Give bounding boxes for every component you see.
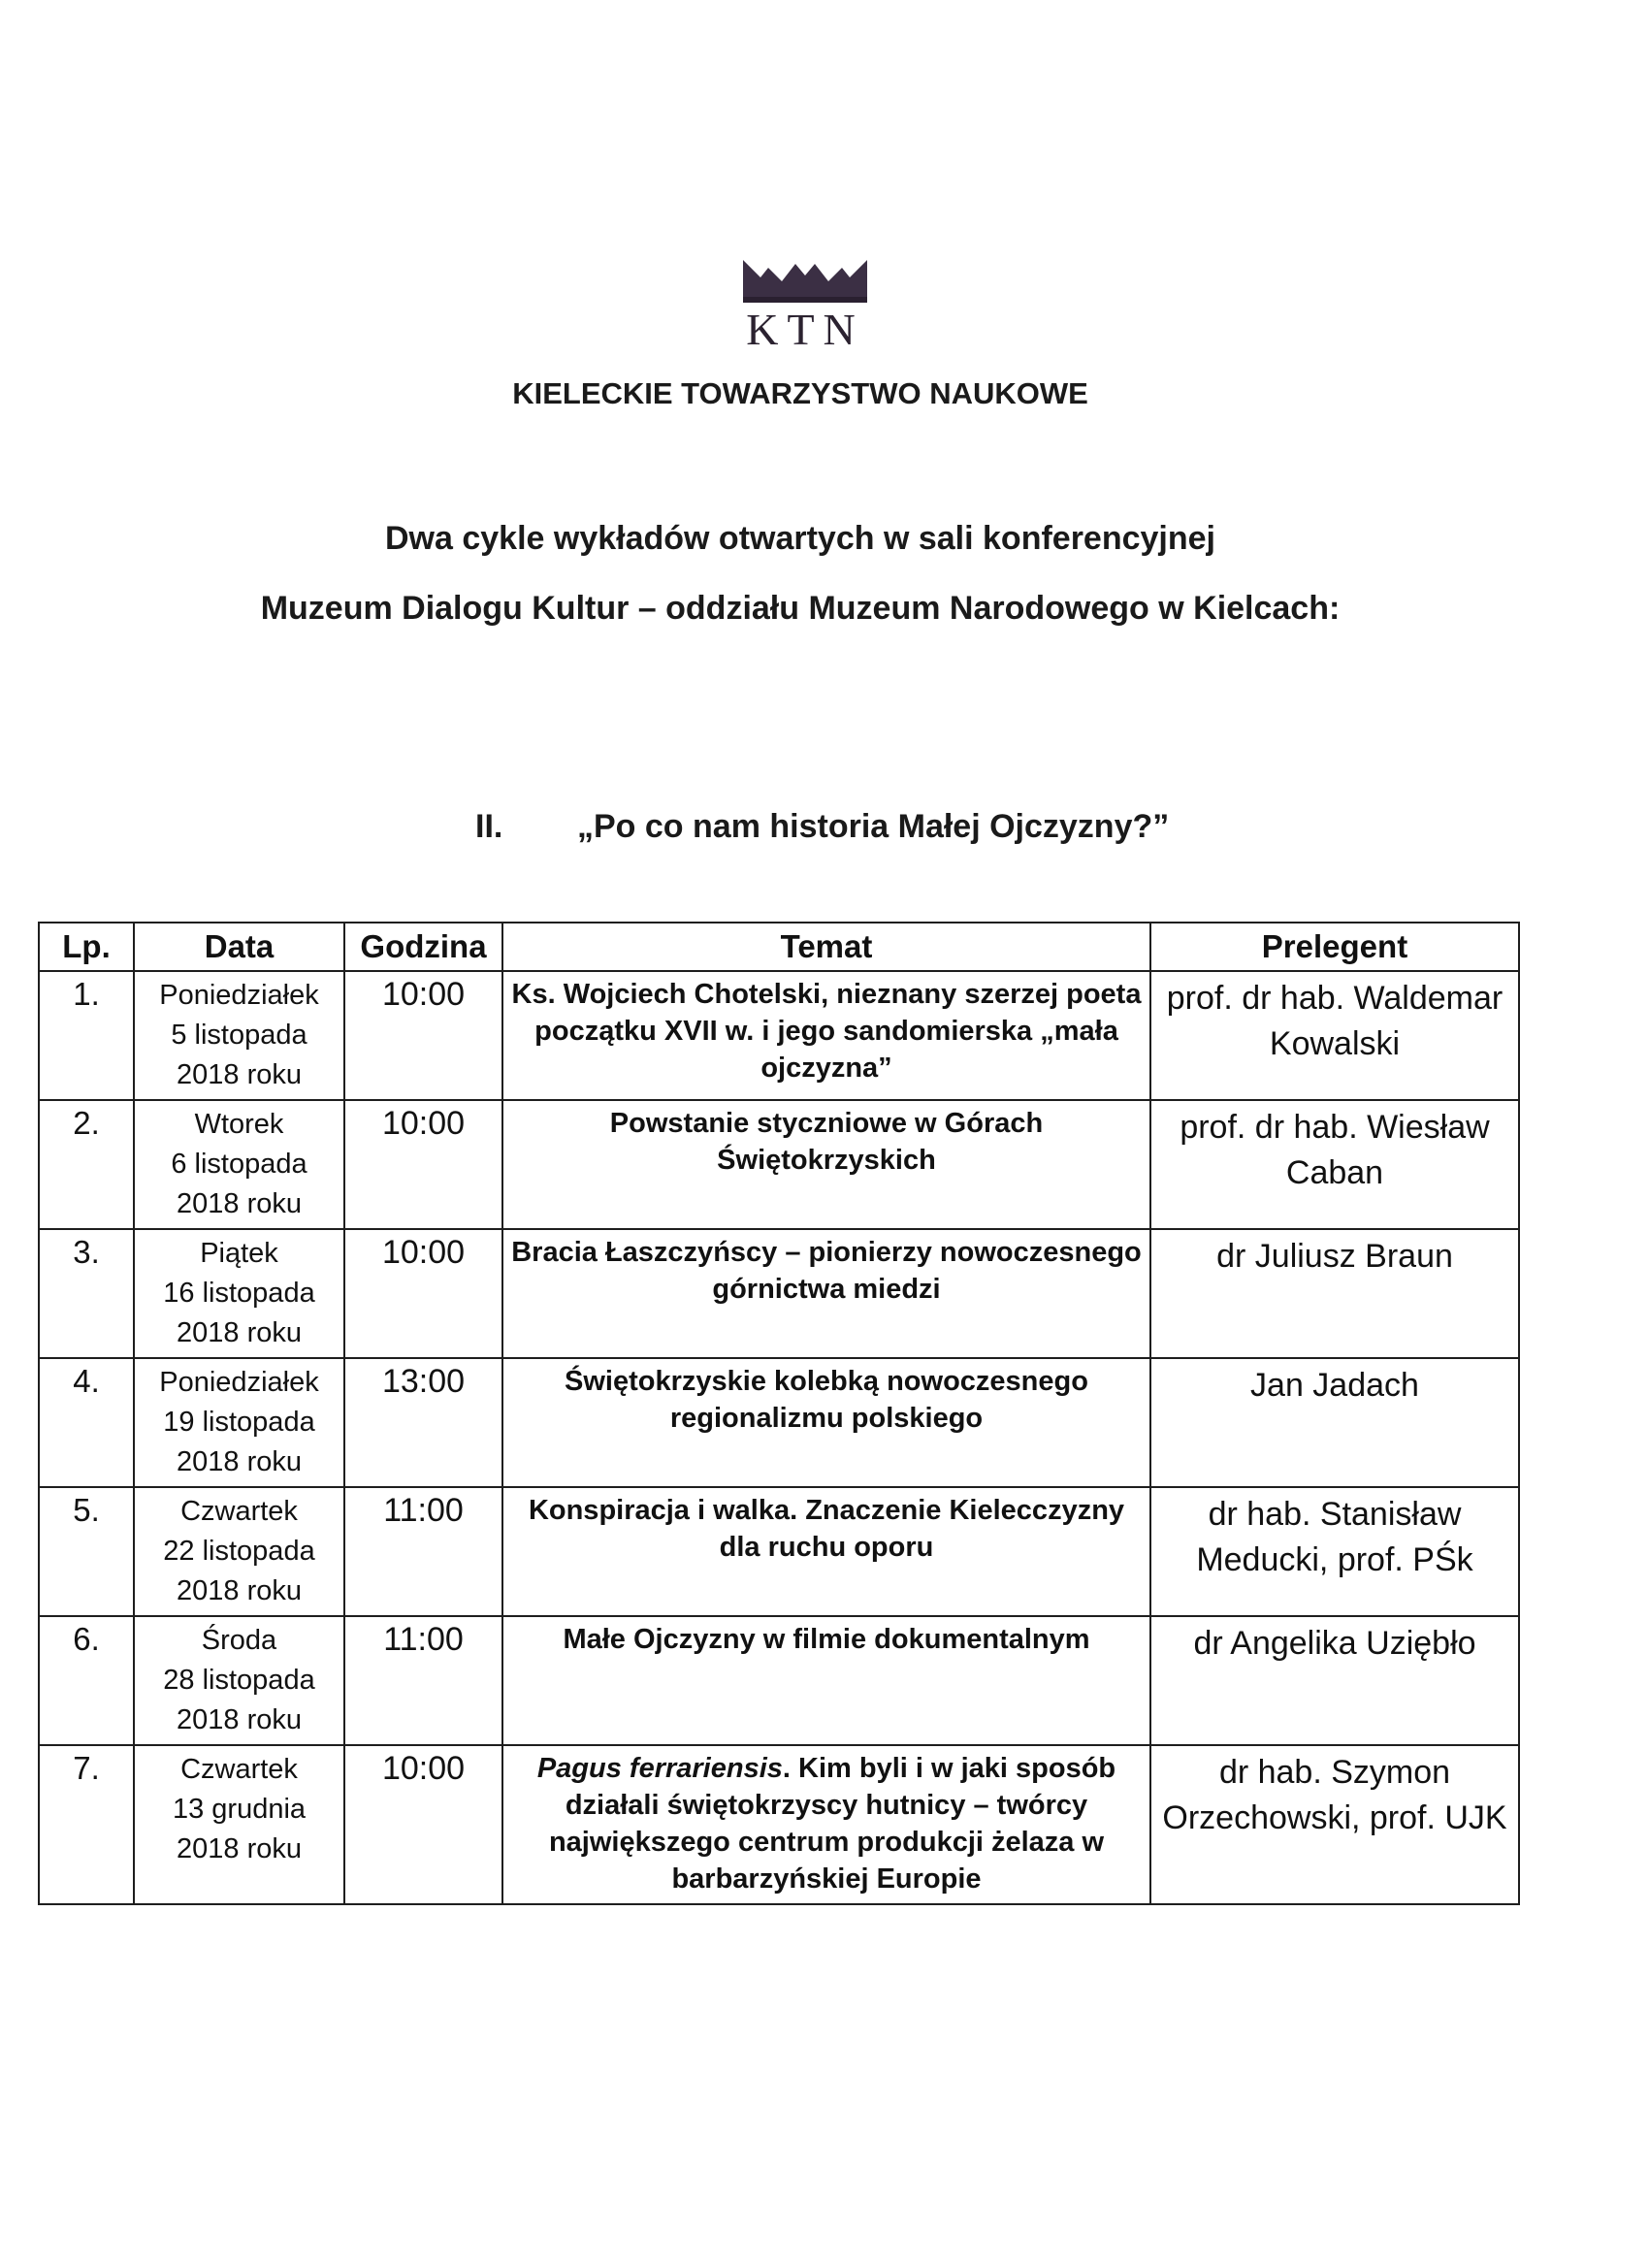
row-time: 10:00 <box>344 1229 502 1358</box>
row-number: 7. <box>39 1745 134 1904</box>
row-topic: Bracia Łaszczyńscy – pionierzy nowoczesnego górnictwa miedzi <box>502 1229 1150 1358</box>
lecture-schedule-table <box>38 922 1520 1905</box>
topic-italic-part: Pagus ferrariensis <box>536 1753 783 1784</box>
weekday: Czwartek <box>180 1754 298 1785</box>
day: 28 listopada <box>163 1665 315 1696</box>
header-topic: Temat <box>502 923 1150 971</box>
cycle-title <box>475 808 1169 846</box>
table-row <box>39 1745 1519 1904</box>
table-row <box>39 1229 1519 1358</box>
year: 2018 roku <box>177 1833 302 1864</box>
header-date: Data <box>134 923 344 971</box>
header-time: Godzina <box>344 923 502 971</box>
table-row <box>39 1616 1519 1745</box>
row-date <box>134 1616 344 1745</box>
row-topic: Ks. Wojciech Chotelski, nieznany szerzej poeta początku XVII w. i jego sandomierska „mała ojczyzna” <box>502 971 1150 1100</box>
day: 6 listopada <box>171 1149 307 1180</box>
weekday: Wtorek <box>194 1109 284 1140</box>
row-time: 10:00 <box>344 1745 502 1904</box>
row-time: 11:00 <box>344 1616 502 1745</box>
row-time: 13:00 <box>344 1358 502 1487</box>
cycle-name: „Po co nam historia Małej Ojczyzny?” <box>577 808 1170 845</box>
organization-name: KIELECKIE TOWARZYSTWO NAUKOWE <box>512 376 1088 410</box>
row-date <box>134 1229 344 1358</box>
table-row <box>39 1358 1519 1487</box>
row-time: 10:00 <box>344 971 502 1100</box>
logo-text: KTN <box>746 305 864 354</box>
row-speaker: dr hab. Stanisław Meducki, prof. PŚk <box>1150 1487 1519 1616</box>
row-date <box>134 1487 344 1616</box>
cycle-number: II. <box>475 808 503 845</box>
heading-line-2: Muzeum Dialogu Kultur – oddziału Muzeum Narodowego w Kielcach: <box>260 590 1341 627</box>
table-row <box>39 971 1519 1100</box>
table-header-row <box>39 923 1519 971</box>
row-topic: Małe Ojczyzny w filmie dokumentalnym <box>502 1616 1150 1745</box>
table-row <box>39 1487 1519 1616</box>
row-speaker: dr Angelika Uziębło <box>1150 1616 1519 1745</box>
year: 2018 roku <box>177 1704 302 1735</box>
table-row <box>39 1100 1519 1229</box>
row-time: 11:00 <box>344 1487 502 1616</box>
day: 16 listopada <box>163 1278 315 1309</box>
crown-icon <box>739 254 871 307</box>
heading-line-1: Dwa cykle wykładów otwartych w sali konferencyjnej <box>385 520 1215 557</box>
year: 2018 roku <box>177 1317 302 1348</box>
day: 5 listopada <box>171 1020 307 1051</box>
row-speaker: Jan Jadach <box>1150 1358 1519 1487</box>
row-topic: Konspiracja i walka. Znaczenie Kielecczyzny dla ruchu oporu <box>502 1487 1150 1616</box>
row-date <box>134 1358 344 1487</box>
year: 2018 roku <box>177 1059 302 1090</box>
topic-rest: . Kim byli i w jaki sposób działali świętokrzyscy hutnicy – twórcy największego centrum produkcji żelaza w barbarzyńskiej Europie <box>548 1753 1116 1895</box>
row-number: 6. <box>39 1616 134 1745</box>
row-date <box>134 1745 344 1904</box>
weekday: Poniedziałek <box>159 1367 319 1398</box>
weekday: Poniedziałek <box>159 980 319 1011</box>
row-speaker: dr hab. Szymon Orzechowski, prof. UJK <box>1150 1745 1519 1904</box>
day: 13 grudnia <box>172 1794 307 1825</box>
row-speaker: dr Juliusz Braun <box>1150 1229 1519 1358</box>
header-speaker: Prelegent <box>1150 923 1519 971</box>
year: 2018 roku <box>177 1446 302 1477</box>
row-number: 5. <box>39 1487 134 1616</box>
row-topic: Powstanie styczniowe w Górach Świętokrzyskich <box>502 1100 1150 1229</box>
day: 19 listopada <box>163 1407 315 1438</box>
year: 2018 roku <box>177 1188 302 1219</box>
row-time: 10:00 <box>344 1100 502 1229</box>
year: 2018 roku <box>177 1575 302 1606</box>
day: 22 listopada <box>163 1536 315 1567</box>
row-speaker: prof. dr hab. Waldemar Kowalski <box>1150 971 1519 1100</box>
ktn-logo <box>732 254 878 353</box>
row-number: 4. <box>39 1358 134 1487</box>
row-topic: Świętokrzyskie kolebką nowoczesnego regionalizmu polskiego <box>502 1358 1150 1487</box>
row-number: 3. <box>39 1229 134 1358</box>
row-topic <box>502 1745 1150 1904</box>
row-number: 2. <box>39 1100 134 1229</box>
row-date <box>134 1100 344 1229</box>
header-lp: Lp. <box>39 923 134 971</box>
row-speaker: prof. dr hab. Wiesław Caban <box>1150 1100 1519 1229</box>
weekday: Czwartek <box>180 1496 298 1527</box>
weekday: Piątek <box>200 1238 278 1269</box>
weekday: Środa <box>201 1625 277 1656</box>
row-date <box>134 971 344 1100</box>
row-number: 1. <box>39 971 134 1100</box>
